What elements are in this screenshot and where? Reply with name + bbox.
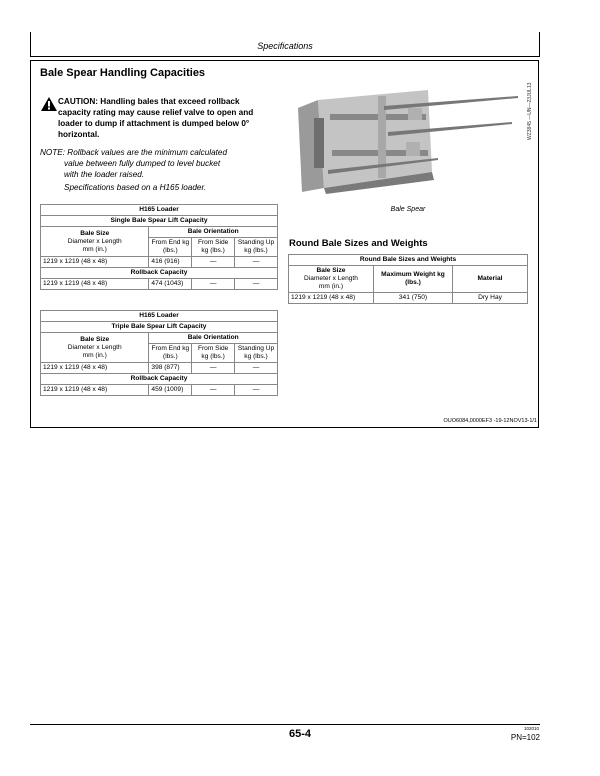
section-title: Bale Spear Handling Capacities [40,67,206,79]
rollback-header: Rollback Capacity [41,374,278,385]
page-number: 65-4 [288,728,312,740]
bale-size-header: Bale Size Diameter x Length mm (in.) [41,333,149,363]
col-from-end: From End kg (lbs.) [149,344,192,363]
triple-spear-table [40,310,278,396]
col-standing-up: Standing Up kg (lbs.) [235,344,278,363]
table-loader: H165 Loader [41,205,278,216]
col-from-end: From End kg (lbs.) [149,238,192,257]
table-row: 1219 x 1219 (48 x 48) 459 (1009) — — [41,385,278,396]
orientation-header: Bale Orientation [149,333,278,344]
round-bale-table [288,254,528,304]
round-bale-title: Round Bale Sizes and Weights [289,238,428,249]
col-standing-up: Standing Up kg (lbs.) [235,238,278,257]
table-title: Triple Bale Spear Lift Capacity [41,322,278,333]
single-spear-table [40,204,278,290]
bale-size-header: Bale Size Diameter x Length mm (in.) [41,227,149,257]
reference-code: OUO6084,0000EF3 -19-12NOV13-1/1 [443,418,537,424]
header-rule [30,56,540,57]
note-line-3: with the loader raised. [64,170,145,179]
note-line-1: NOTE: Rollback values are the minimum calculated [40,148,228,157]
caution-text: CAUTION: Handling bales that exceed rollback capacity rating may cause relief valve to open and loader to dump if attachment is dumped below 0° horizontal. [58,97,254,139]
col-from-side: From Side kg (lbs.) [192,238,235,257]
image-caption: Bale Spear [390,206,426,213]
warning-triangle-icon [41,97,57,111]
footer-code: 102010 [523,726,539,731]
orientation-header: Bale Orientation [149,227,278,238]
max-weight-header: Maximum Weight kg (lbs.) [374,266,453,293]
table-row: 1219 x 1219 (48 x 48) 416 (916) — — [41,257,278,268]
image-code: WZ3845 —UN—23JUL13 [527,82,533,140]
bale-size-header: Bale Size Diameter x Length mm (in.) [289,266,374,293]
spec-basis: Specifications based on a H165 loader. [64,183,207,192]
col-from-side: From Side kg (lbs.) [192,344,235,363]
running-header: Specifications [257,41,313,51]
note-line-2: value between fully dumped to level bucket [64,159,221,168]
table-row: 1219 x 1219 (48 x 48) 341 (750) Dry Hay [289,293,528,304]
table-title: Single Bale Spear Lift Capacity [41,216,278,227]
table-row: 1219 x 1219 (48 x 48) 398 (877) — — [41,363,278,374]
note-text [40,147,265,180]
pn-number: PN=102 [510,733,540,742]
table-loader: H165 Loader [41,311,278,322]
bale-spear-image [288,88,520,194]
table-title: Round Bale Sizes and Weights [289,255,528,266]
material-header: Material [453,266,528,293]
rollback-header: Rollback Capacity [41,268,278,279]
table-row: 1219 x 1219 (48 x 48) 474 (1043) — — [41,279,278,290]
footer-rule [30,724,540,725]
